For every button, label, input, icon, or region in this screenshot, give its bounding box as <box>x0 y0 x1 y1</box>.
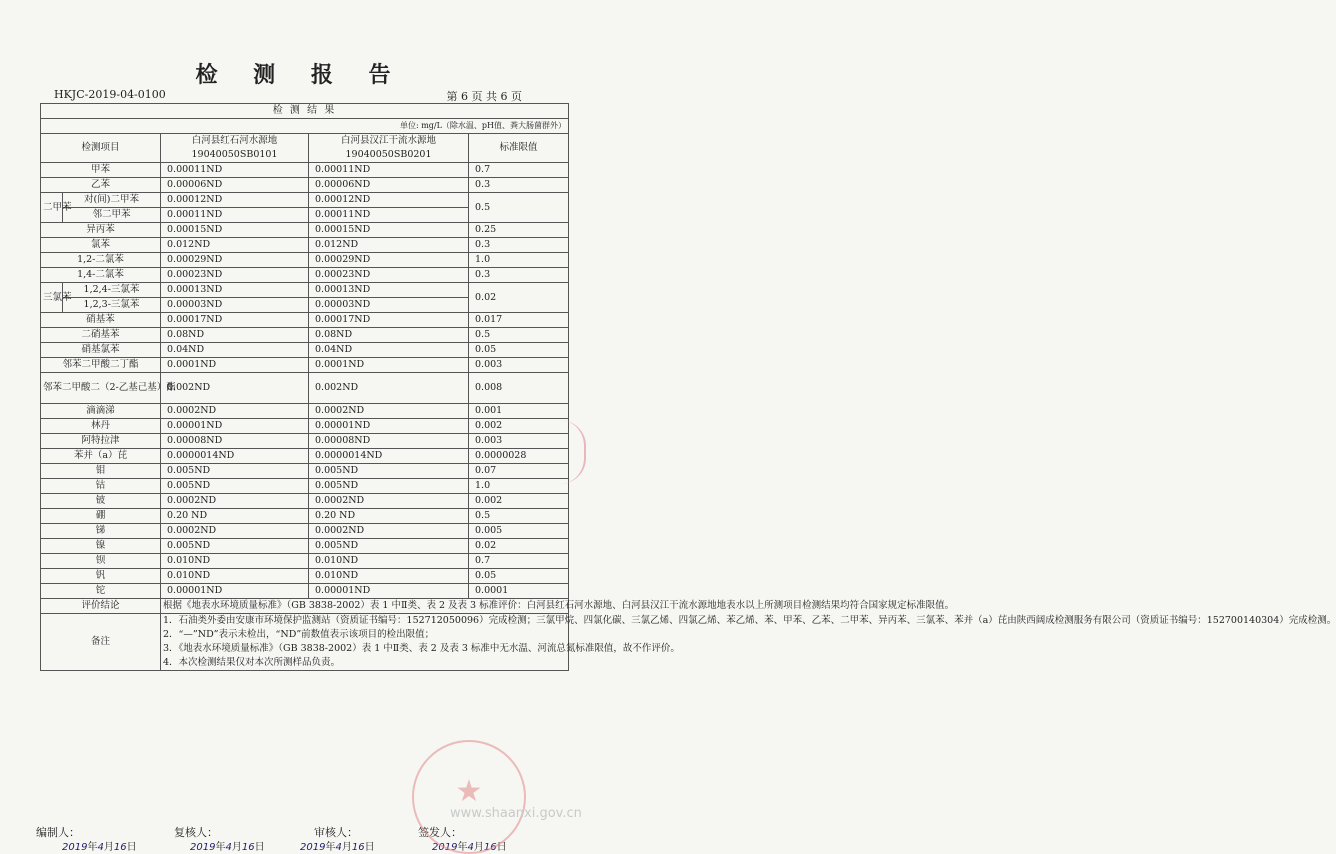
table-row: 二甲苯 对(间)二甲苯 0.00012ND 0.00012ND 0.5 <box>41 193 569 208</box>
page-number: 第 6 页 共 6 页 <box>446 90 522 103</box>
remarks-label: 备注 <box>41 614 161 671</box>
table-row: 1,2,3-三氯苯 0.00003ND 0.00003ND <box>41 298 569 313</box>
table-row: 锑 0.0002ND 0.0002ND 0.005 <box>41 524 569 539</box>
table-row: 邻苯二甲酸二丁酯 0.0001ND 0.0001ND 0.003 <box>41 358 569 373</box>
evaluation-row <box>41 599 569 614</box>
table-row: 硼 0.20 ND 0.20 ND 0.5 <box>41 509 569 524</box>
table-row: 乙苯 0.00006ND 0.00006ND 0.3 <box>41 178 569 193</box>
evaluation-label: 评价结论 <box>41 599 161 614</box>
remark-4: 4．本次检测结果仅对本次所测样品负责。 <box>163 657 341 668</box>
remark-2: 2．“—”ND”表示未检出，“ND”前数值表示该项目的检出限值； <box>163 629 435 640</box>
remark-3: 3．《地表水环境质量标准》（GB 3838-2002）表 1 中Ⅱ类、表 2 及表 3 标准中无水温、河流总氮标准限值，故不作评价。 <box>163 643 680 654</box>
table-row: 异丙苯 0.00015ND 0.00015ND 0.25 <box>41 223 569 238</box>
report-title: 检 测 报 告 <box>195 62 405 88</box>
table-row: 钡 0.010ND 0.010ND 0.7 <box>41 554 569 569</box>
group-label: 二甲苯 <box>41 193 63 223</box>
red-pen-mark <box>560 420 586 484</box>
date-2: 2019年4月16日 <box>190 842 265 853</box>
unit-note: 单位: mg/L（除水温、pH值、粪大肠菌群外） <box>41 119 569 134</box>
table-row: 钴 0.005ND 0.005ND 1.0 <box>41 479 569 494</box>
table-row: 硝基苯 0.00017ND 0.00017ND 0.017 <box>41 313 569 328</box>
table-row: 滴滴涕 0.0002ND 0.0002ND 0.001 <box>41 404 569 419</box>
table-row: 1,4-二氯苯 0.00023ND 0.00023ND 0.3 <box>41 268 569 283</box>
issuer-label: 签发人： <box>418 826 462 839</box>
seal-star-icon: ★ <box>455 774 483 809</box>
table-row: 镍 0.005ND 0.005ND 0.02 <box>41 539 569 554</box>
table-row: 阿特拉津 0.00008ND 0.00008ND 0.003 <box>41 434 569 449</box>
table-row: 铊 0.00001ND 0.00001ND 0.0001 <box>41 584 569 599</box>
table-row: 三氯苯 1,2,4-三氯苯 0.00013ND 0.00013ND 0.02 <box>41 283 569 298</box>
table-header-row <box>41 134 569 163</box>
compiler-label: 编制人： <box>36 826 80 839</box>
official-seal <box>412 740 526 854</box>
header-site-2: 白河县汉江干流水源地 19040050SB0201 <box>309 134 469 163</box>
table-row: 1,2-二氯苯 0.00029ND 0.00029ND 1.0 <box>41 253 569 268</box>
table-row: 邻二甲苯 0.00011ND 0.00011ND <box>41 208 569 223</box>
table-row: 林丹 0.00001ND 0.00001ND 0.002 <box>41 419 569 434</box>
group-label: 三氯苯 <box>41 283 63 313</box>
table-row: 苯并（a）芘 0.0000014ND 0.0000014ND 0.0000028 <box>41 449 569 464</box>
document-number: HKJC-2019-04-0100 <box>54 88 166 101</box>
table-row: 钼 0.005ND 0.005ND 0.07 <box>41 464 569 479</box>
date-4: 2019年4月16日 <box>432 842 507 853</box>
date-1: 2019年4月16日 <box>62 842 137 853</box>
table-row: 铍 0.0002ND 0.0002ND 0.002 <box>41 494 569 509</box>
table-row: 邻苯二甲酸二（2-乙基己基）酯 0.002ND 0.002ND 0.008 <box>41 373 569 404</box>
remarks-text <box>161 614 1336 671</box>
remarks-row <box>41 614 569 671</box>
header-limit: 标准限值 <box>469 134 569 163</box>
table-row: 硝基氯苯 0.04ND 0.04ND 0.05 <box>41 343 569 358</box>
auditor-label: 审核人： <box>314 826 358 839</box>
header-item: 检测项目 <box>41 134 161 163</box>
table-row: 钒 0.010ND 0.010ND 0.05 <box>41 569 569 584</box>
results-table <box>40 103 1336 671</box>
table-caption: 检 测 结 果 <box>41 104 569 119</box>
evaluation-text: 根据《地表水环境质量标准》（GB 3838-2002）表 1 中Ⅱ类、表 2 及表 3 标准评价：白河县红石河水源地、白河县汉江干流水源地地表水以上所测项目检测结果均符合国家规定标准限值。 <box>161 599 569 614</box>
header-site-1: 白河县红石河水源地 19040050SB0101 <box>161 134 309 163</box>
watermark: www.shaanxi.gov.cn <box>450 806 582 821</box>
reviewer-label: 复核人： <box>174 826 218 839</box>
date-3: 2019年4月16日 <box>300 842 375 853</box>
remark-1: 1．石油类外委由安康市环境保护监测站（资质证书编号：152712050096）完成检测；三氯甲烷、四氯化碳、三氯乙烯、四氯乙烯、苯乙烯、苯、甲苯、乙苯、二甲苯、异丙苯、三氯苯、苯并（a）芘由陕西阔成检测服务有限公司（资质证书编号：152700140304）完成检测。 <box>163 615 1336 626</box>
table-row: 氯苯 0.012ND 0.012ND 0.3 <box>41 238 569 253</box>
table-row: 甲苯 0.00011ND 0.00011ND 0.7 <box>41 163 569 178</box>
table-row: 二硝基苯 0.08ND 0.08ND 0.5 <box>41 328 569 343</box>
